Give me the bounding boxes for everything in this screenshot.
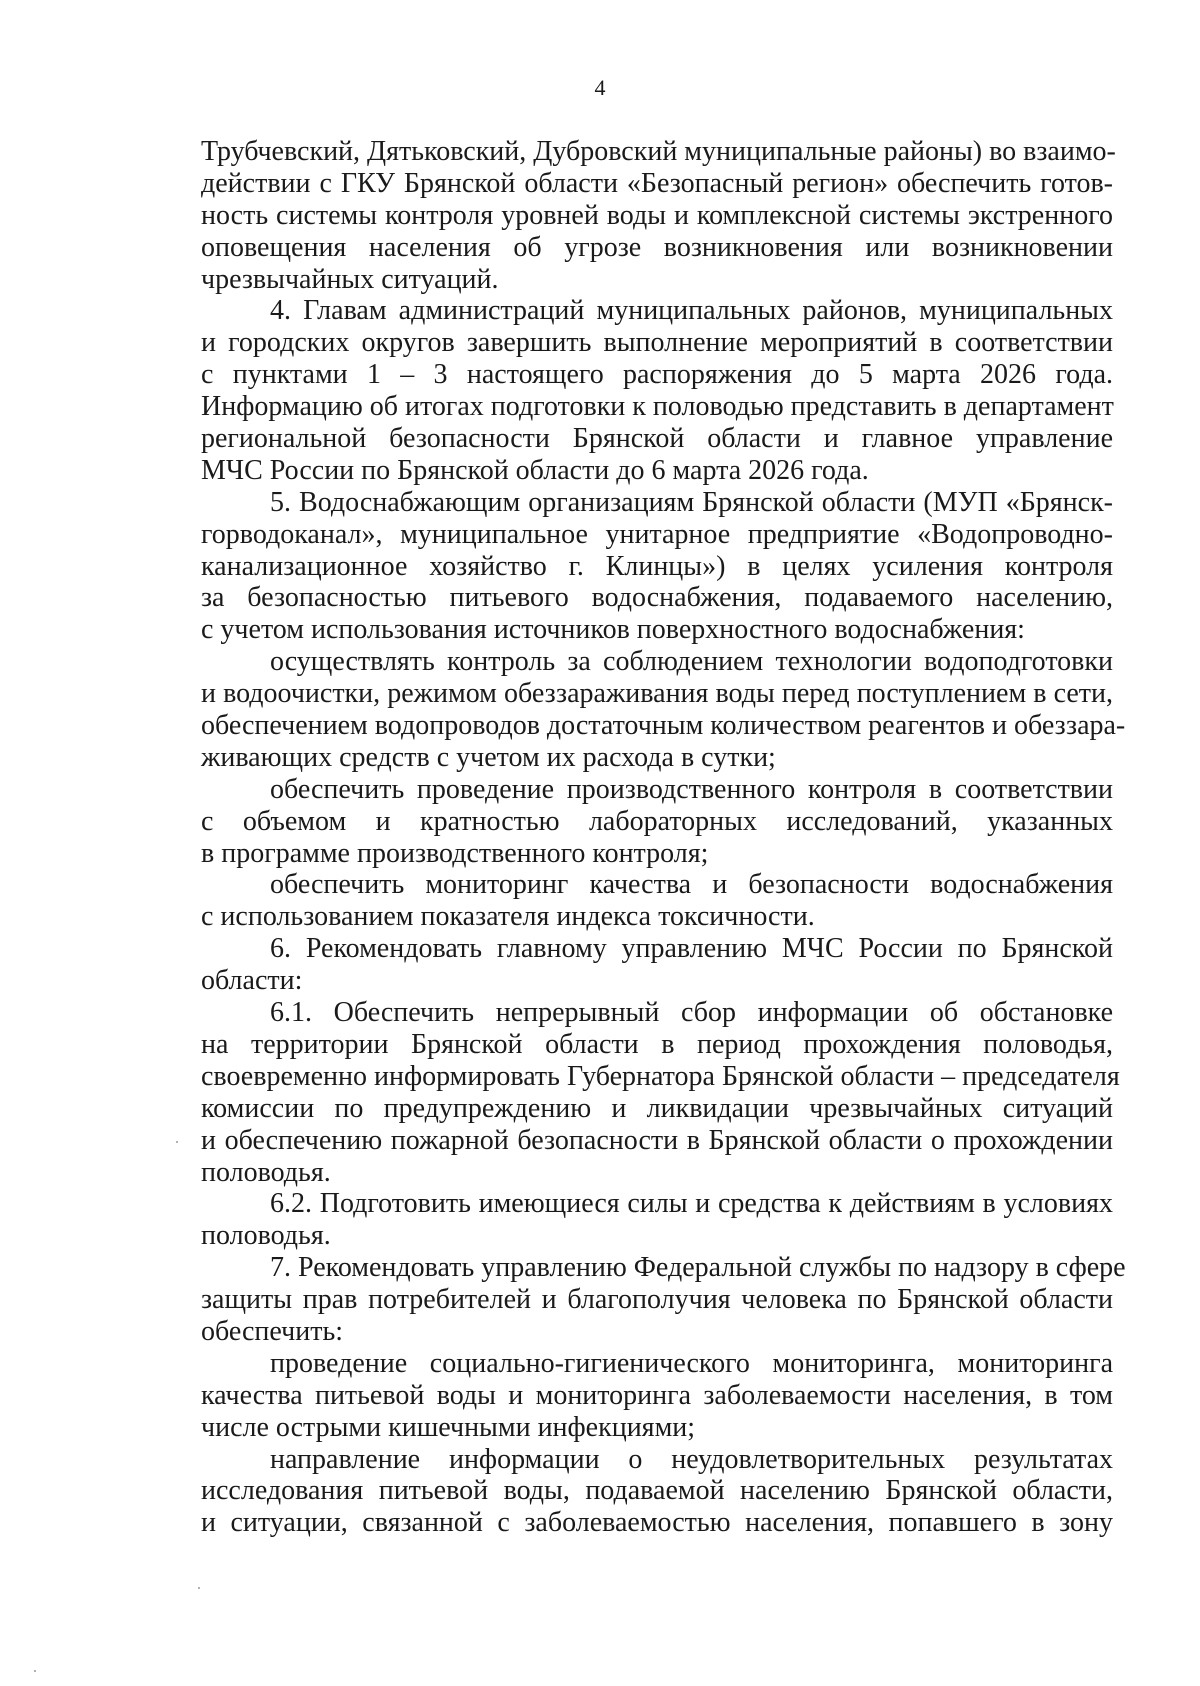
text-line: числе острыми кишечными инфекциями; — [201, 1411, 696, 1443]
text-line: региональной безопасности Брянской области и главное управление — [201, 423, 1113, 455]
text-line: своевременно информировать Губернатора Брянской области – председателя — [201, 1060, 1120, 1092]
text-line: оповещения населения об угрозе возникновения или возникновении — [201, 231, 1113, 263]
text-line: 6.2. Подготовить имеющиеся силы и средства к действиям в условиях — [270, 1188, 1113, 1220]
text-line: действии с ГКУ Брянской области «Безопасный регион» обеспечить готов- — [201, 167, 1113, 199]
text-line: направление информации о неудовлетворительных результатах — [270, 1443, 1113, 1475]
text-line: половодья. — [201, 1220, 331, 1252]
page-number: 4 — [594, 75, 606, 100]
text-line: чрезвычайных ситуаций. — [201, 263, 499, 295]
text-line: и городских округов завершить выполнение мероприятий в соответствии — [201, 327, 1113, 359]
text-line: комиссии по предупреждению и ликвидации чрезвычайных ситуаций — [201, 1092, 1113, 1124]
text-line: качества питьевой воды и мониторинга заболеваемости населения, в том — [201, 1379, 1113, 1411]
text-line: защиты прав потребителей и благополучия человека по Брянской области — [201, 1284, 1113, 1316]
document-body — [201, 136, 1126, 1539]
text-line: Трубчевский, Дятьковский, Дубровский муниципальные районы) во взаимо- — [201, 136, 1116, 167]
text-line: обеспечить проведение производственного контроля в соответствии — [270, 773, 1113, 805]
text-line: и ситуации, связанной с заболеваемостью населения, попавшего в зону — [201, 1507, 1113, 1539]
text-line: ность системы контроля уровней воды и комплексной системы экстренного — [201, 199, 1113, 231]
text-line: обеспечить мониторинг качества и безопасности водоснабжения — [270, 869, 1113, 901]
text-line: 6.1. Обеспечить непрерывный сбор информации об обстановке — [270, 997, 1113, 1029]
text-line: исследования питьевой воды, подаваемой населению Брянской области, — [201, 1475, 1113, 1507]
text-line: в программе производственного контроля; — [201, 837, 709, 869]
scan-speck — [176, 1141, 178, 1143]
text-line: 7. Рекомендовать управлению Федеральной службы по надзору в сфере — [270, 1252, 1126, 1284]
text-line: и обеспечению пожарной безопасности в Брянской области о прохождении — [201, 1124, 1113, 1156]
text-line: с учетом использования источников поверхностного водоснабжения: — [201, 614, 1025, 646]
text-line: канализационное хозяйство г. Клинцы») в целях усиления контроля — [201, 550, 1113, 582]
text-line: на территории Брянской области в период прохождения половодья, — [201, 1028, 1113, 1060]
text-line: с пунктами 1 – 3 настоящего распоряжения до 5 марта 2026 года. — [201, 359, 1113, 391]
text-line: осуществлять контроль за соблюдением технологии водоподготовки — [270, 646, 1113, 678]
scan-speck — [34, 1670, 36, 1672]
text-line: и водоочистки, режимом обеззараживания воды перед поступлением в сети, — [201, 678, 1113, 710]
text-line: горводоканал», муниципальное унитарное предприятие «Водопроводно- — [201, 518, 1113, 550]
text-line: Информацию об итогах подготовки к половодью представить в департамент — [201, 391, 1114, 423]
text-line: 4. Главам администраций муниципальных районов, муниципальных — [270, 295, 1113, 327]
scan-speck — [198, 1587, 200, 1589]
text-line: проведение социально-гигиенического мониторинга, мониторинга — [270, 1347, 1113, 1379]
text-line: 5. Водоснабжающим организациям Брянской области (МУП «Брянск- — [270, 486, 1113, 518]
text-line: обеспечить: — [201, 1315, 343, 1347]
text-line: с использованием показателя индекса токсичности. — [201, 901, 815, 933]
text-line: 6. Рекомендовать главному управлению МЧС России по Брянской — [270, 933, 1113, 965]
text-line: половодья. — [201, 1156, 331, 1188]
text-line: области: — [201, 965, 303, 997]
text-line: за безопасностью питьевого водоснабжения, подаваемого населению, — [201, 582, 1113, 614]
text-line: с объемом и кратностью лабораторных исследований, указанных — [201, 805, 1113, 837]
text-line: живающих средств с учетом их расхода в сутки; — [201, 741, 776, 773]
text-line: обеспечением водопроводов достаточным количеством реагентов и обеззара- — [201, 710, 1126, 742]
text-line: МЧС России по Брянской области до 6 марта 2026 года. — [201, 454, 869, 486]
